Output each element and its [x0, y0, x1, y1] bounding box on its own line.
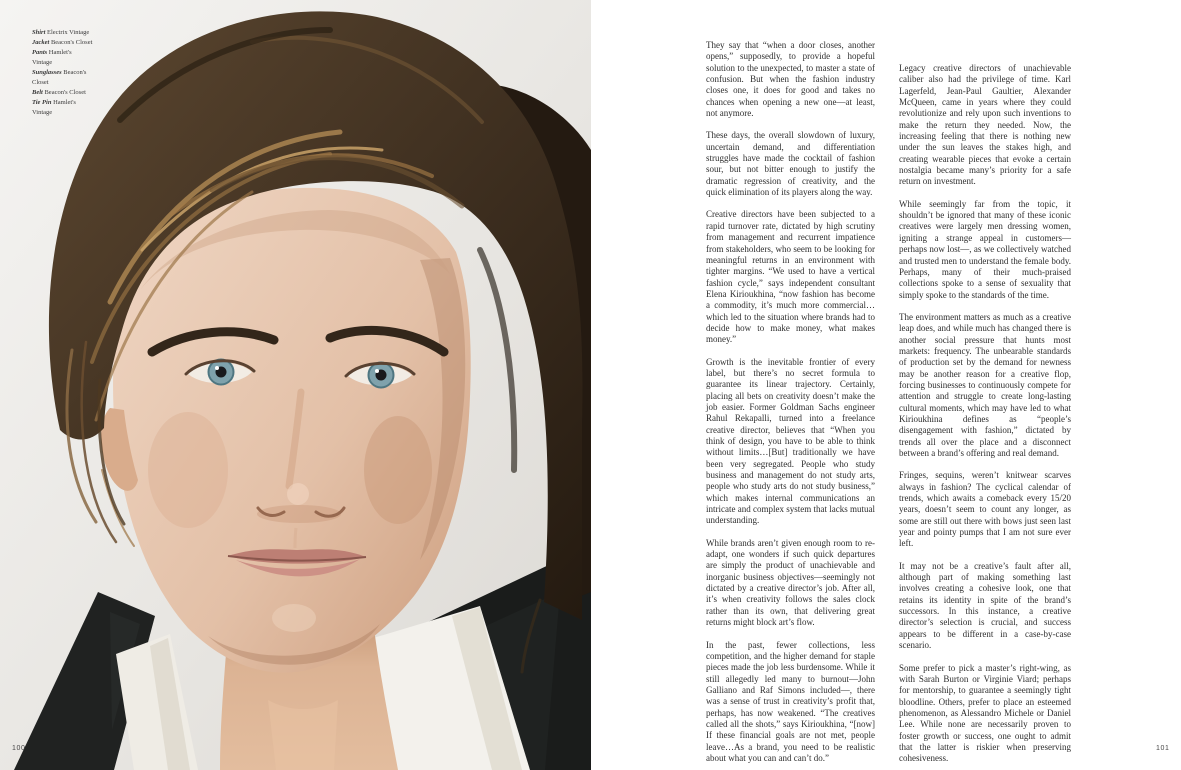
- credit-item-source: Hamlet's: [53, 99, 76, 106]
- credit-item-source: Hamlet's: [48, 49, 72, 56]
- credit-item-source: Vintage: [32, 109, 53, 116]
- article-paragraph: The environment matters as much as a creative leap does, and while much has changed there is another social pressure that hunts most markets: frequency. The unbearable standards of production set by the demand for newness may be another reason for a creative flop, forcing businesses to continuously compete for attention and struggle to create long-lasting cultural moments, which may have led to what Kirioukhina defines as “people’s disengagement with fashion,” dictated by trends all over the place and a disconnect between a brand’s offering and real demand.: [899, 311, 1071, 458]
- page-number-right: 101: [1156, 745, 1170, 752]
- credit-line: [32, 98, 116, 108]
- credit-line: [32, 68, 116, 78]
- article-column-2: [899, 63, 1071, 770]
- article-paragraph: While seemingly far from the topic, it shouldn’t be ignored that many of these iconic creatives were largely men dressing women, igniting a strange appeal in customers—perhaps now lost—, as we collectively watched and trusted men to understand the female body. Perhaps, many of their much-praised collections spoke to a sense of sexuality that simply spoke to the standards of the time.: [899, 198, 1071, 300]
- credit-line: [32, 38, 116, 48]
- article-paragraph: It may not be a creative’s fault after all, although part of making something last involves creating a cohesive look, one that retains its identity in spite of the brand’s successors. In this instance, a creative director’s selection is crucial, and success appears to be different in a case-by-case scenario.: [899, 560, 1071, 651]
- article-paragraph: Some prefer to pick a master’s right-wing, as with Sarah Burton or Virginie Viard; perhaps for mentorship, to guarantee a seemingly tight bloodline. Others, prefer to place an esteemed phenomenon, as Alessandro Michele or Daniel Lee. While none are necessarily proven to foster growth or success, one ought to admit that the latter is riskier when preserving cohesiveness.: [899, 662, 1071, 764]
- article-paragraph: While brands aren’t given enough room to re-adapt, one wonders if such quick departures are simply the product of unachievable and inorganic business objectives—seemingly not dictated by a creative director’s job. After all, it’s when creativity follows the sales clock rather than its own, that delivering great returns might block art’s flow.: [706, 537, 875, 628]
- credit-line: [32, 88, 116, 98]
- credit-item-source: Beacon's Closet: [50, 39, 93, 46]
- article-paragraph: They say that “when a door closes, another opens,” supposedly, to provide a hopeful solution to the unexpected, to master a state of confusion. But when the fashion industry closes one, it does for good and takes no chances when opening a new one—at least, not anymore.: [706, 40, 875, 119]
- credit-item-source: Electrix Vintage: [47, 29, 90, 36]
- article-paragraph: In the past, fewer collections, less competition, and the higher demand for staple pieces made the job less burdensome. While it still allegedly led many to burnout—John Galliano and Raf Simons included—, there was a sense of trust in creativity’s profit that, perhaps, has now weakened. “The creatives called all the shots,” says Kirioukhina, “[now] If these financial goals are not met, people leave…As a brand, you need to be realistic about what you can and can’t do.”: [706, 639, 875, 763]
- credit-line: [32, 58, 116, 68]
- page-number-left: 100: [12, 745, 26, 752]
- article-paragraph: These days, the overall slowdown of luxury, uncertain demand, and differentiation struggles have made the cocktail of fashion sour, but not bitter enough to justify the dramatic regression of creativity, and the quick elimination of its players along the way.: [706, 130, 875, 198]
- credit-line: [32, 78, 116, 88]
- credit-item-source: Beacon's: [63, 69, 87, 76]
- credit-item-name: Pants: [32, 49, 48, 56]
- credit-line: [32, 48, 116, 58]
- credit-item-name: Jacket: [32, 39, 50, 46]
- article-paragraph: Growth is the inevitable frontier of every label, but there’s no secret formula to guarantee its linear trajectory. Certainly, placing all bets on creativity doesn’t make the job easier. Former Goldman Sachs engineer Rahul Rekapalli, turned into a freelance creative director, believes that “When you think of design, you have to be able to think without limits…[But] traditionally we have been very segregated. People who study business and management do not study arts, people who study arts do not study business,” which makes internal communications an intricate and complex system that lacks mutual understanding.: [706, 356, 875, 526]
- credit-item-source: Closet: [32, 79, 49, 86]
- credit-item-name: Belt: [32, 89, 43, 96]
- credit-item-source: Vintage: [32, 59, 53, 66]
- article-paragraph: Creative directors have been subjected to a rapid turnover rate, dictated by high scrutiny from management and recurrent impatience from stakeholders, who seem to be looking for meaningful returns in an environment with tighter margins. “We used to have a vertical fashion cycle,” says independent consultant Elena Kirioukhina, “now fashion has become a commodity, it’s much more commercial… which led to the situation where brands had to decide how to make money, what makes money.”: [706, 209, 875, 345]
- credit-line: [32, 108, 116, 118]
- credit-line: [32, 28, 116, 38]
- article-column-1: [706, 40, 875, 770]
- article-paragraph: Legacy creative directors of unachievable caliber also had the privilege of time. Karl Lagerfeld, Jean-Paul Gaultier, Alexander McQueen, came in years where they could revolutionize and rely upon such inventions to make the return they needed. Now, the increasing feeling that there is nothing new under the sun leaves the stakes high, and creating wearable pieces that evoke a certain nostalgia became many’s priority for a safe return on investment.: [899, 63, 1071, 187]
- credit-item-name: Tie Pin: [32, 99, 52, 106]
- article-paragraph: Fringes, sequins, weren’t knitwear scarves always in fashion? The cyclical calendar of trends, which awaits a comeback every 15/20 years, doesn’t seem to count any longer, as some are still out there with bows just seen last year and pointy pumps that I am not sure ever left.: [899, 470, 1071, 549]
- credit-item-source: Beacon's Closet: [44, 89, 86, 96]
- credit-item-name: Sunglasses: [32, 69, 62, 76]
- stylist-credits: [32, 28, 116, 118]
- credit-item-name: Shirt: [32, 29, 46, 36]
